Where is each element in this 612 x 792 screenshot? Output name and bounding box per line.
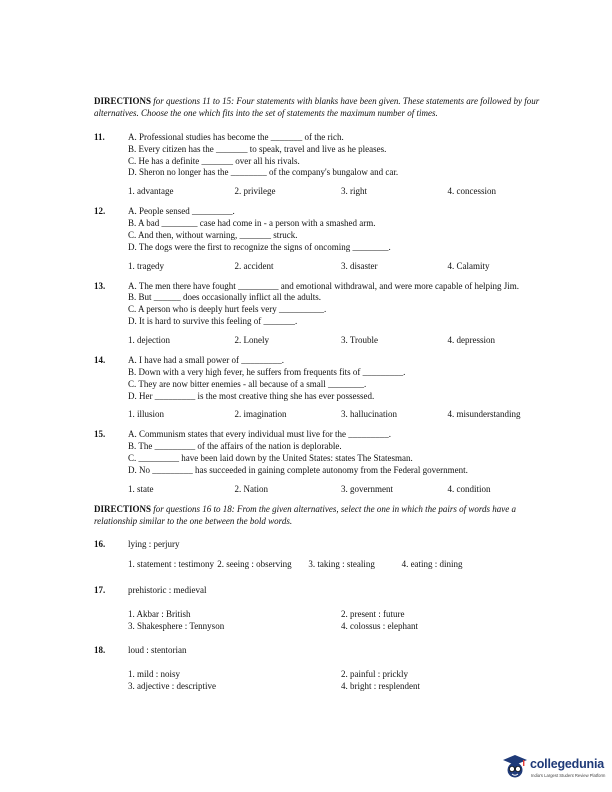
statement: C. They are now bitter enemies - all because of a small ________. (128, 378, 367, 389)
option-2: 2. Lonely (234, 335, 269, 345)
statement: D. Sheron no longer has the ________ of the company's bungalow and car. (128, 167, 399, 178)
question-number: 15. (94, 429, 106, 440)
option-1: 1. advantage (128, 186, 174, 197)
options (128, 409, 554, 421)
statement: D. The dogs were the first to recognize the signs of oncoming ________. (128, 241, 391, 252)
option-2: 2. present : future (341, 609, 405, 619)
option-1: 1. dejection (128, 335, 170, 345)
option-4: 4. Calamity (447, 260, 490, 271)
options (128, 609, 554, 633)
question-13 (94, 281, 554, 347)
question-14 (94, 355, 554, 421)
options (128, 484, 554, 496)
option-2: 2. seeing : observing (217, 559, 292, 570)
options (128, 669, 554, 693)
question-stem: lying : perjury (128, 539, 180, 550)
collegedunia-logo (502, 752, 610, 786)
statement: C. And then, without warning, _______ struck. (128, 229, 298, 240)
option-1: 1. illusion (128, 409, 165, 420)
statement: B. A bad ________ case had come in - a person with a smashed arm. (128, 218, 376, 228)
question-number: 16. (94, 539, 106, 550)
option-3: 3. adjective : descriptive (128, 680, 216, 691)
statement: A. Communism states that every individual must live for the _________. (128, 429, 391, 440)
statement: C. A person who is deeply hurt feels very __________. (128, 304, 327, 315)
option-1: 1. statement : testimony (128, 559, 214, 570)
option-3: 3. taking : stealing (308, 559, 375, 570)
options (128, 261, 554, 273)
option-2: 2. Nation (234, 483, 268, 494)
options (128, 335, 554, 347)
document-page (94, 96, 554, 700)
options (128, 186, 554, 198)
question-12 (94, 206, 554, 272)
logo-wordmark: collegedunia (530, 757, 605, 771)
option-4: 4. misunderstanding (447, 409, 521, 420)
question-number: 12. (94, 206, 106, 217)
option-2: 2. accident (234, 260, 274, 271)
option-4: 4. colossus : elephant (341, 620, 418, 631)
option-4: 4. bright : resplendent (341, 680, 420, 691)
option-4: 4. eating : dining (401, 559, 463, 570)
statement: A. People sensed _________. (128, 206, 235, 217)
statement: D. No _________ has succeeded in gaining complete autonomy from the Federal government. (128, 464, 468, 475)
logo-tagline: India's Largest Student Review Platform (531, 773, 606, 778)
question-stem: loud : stentorian (128, 644, 187, 655)
statement: B. Down with a very high fever, he suffers from frequents fits of _________. (128, 366, 406, 377)
question-11 (94, 132, 554, 198)
options (128, 559, 554, 571)
option-3: 3. government (341, 483, 393, 494)
question-15 (94, 429, 554, 495)
option-1: 1. Akbar : British (128, 609, 191, 619)
statement: A. Professional studies has become the _______ of the rich. (128, 131, 344, 142)
statement: D. It is hard to survive this feeling of _______. (128, 316, 298, 327)
statement: D. Her _________ is the most creative thing she has ever possessed. (128, 390, 375, 401)
question-17 (94, 585, 554, 633)
question-number: 17. (94, 585, 106, 596)
question-number: 11. (94, 131, 105, 142)
option-4: 4. depression (447, 335, 495, 345)
question-number: 13. (94, 280, 106, 291)
statement: C. He has a definite _______ over all his rivals. (128, 155, 300, 166)
statement: A. I have had a small power of _________. (128, 354, 284, 365)
option-3: 3. Trouble (341, 335, 379, 345)
option-3: 3. disaster (341, 260, 378, 271)
statement: A. The men there have fought _________ and emotional withdrawal, and were more capable of helping Jim. (128, 280, 519, 291)
option-2: 2. privilege (234, 186, 276, 197)
option-1: 1. tragedy (128, 260, 164, 271)
questions-11-15 (94, 132, 554, 496)
option-4: 4. concession (447, 186, 496, 197)
option-3: 3. Shakesphere : Tennyson (128, 620, 225, 631)
directions-16-18: DIRECTIONS for questions 16 to 18: From the given alternatives, select the one in which the pairs of words have a relationship similar to the one between the bold words. (94, 503, 517, 526)
statement: C. _________ have been laid down by the United States: states The Statesman. (128, 453, 413, 463)
option-2: 2. painful : prickly (341, 668, 408, 679)
directions-11-15: DIRECTIONS for questions 11 to 15: Four statements with blanks have been given. These statements are followed by four alternatives. Choose the one which fits into the set of statements the maximum number of times. (94, 96, 540, 118)
option-1: 1. state (128, 483, 154, 494)
statement: B. The _________ of the affairs of the nation is deplorable. (128, 441, 342, 452)
question-number: 14. (94, 354, 106, 365)
graduate-mascot-icon (502, 754, 528, 780)
option-3: 3. right (341, 186, 367, 197)
question-18 (94, 645, 554, 693)
statement: B. But ______ does occasionally inflict all the adults. (128, 292, 321, 303)
option-1: 1. mild : noisy (128, 668, 181, 679)
option-4: 4. condition (447, 483, 491, 494)
statement: B. Every citizen has the _______ to speak, travel and live as he pleases. (128, 143, 387, 154)
question-16 (94, 539, 554, 571)
question-number: 18. (94, 644, 106, 655)
option-2: 2. imagination (234, 409, 287, 420)
question-stem: prehistoric : medieval (128, 585, 207, 596)
option-3: 3. hallucination (341, 409, 397, 420)
